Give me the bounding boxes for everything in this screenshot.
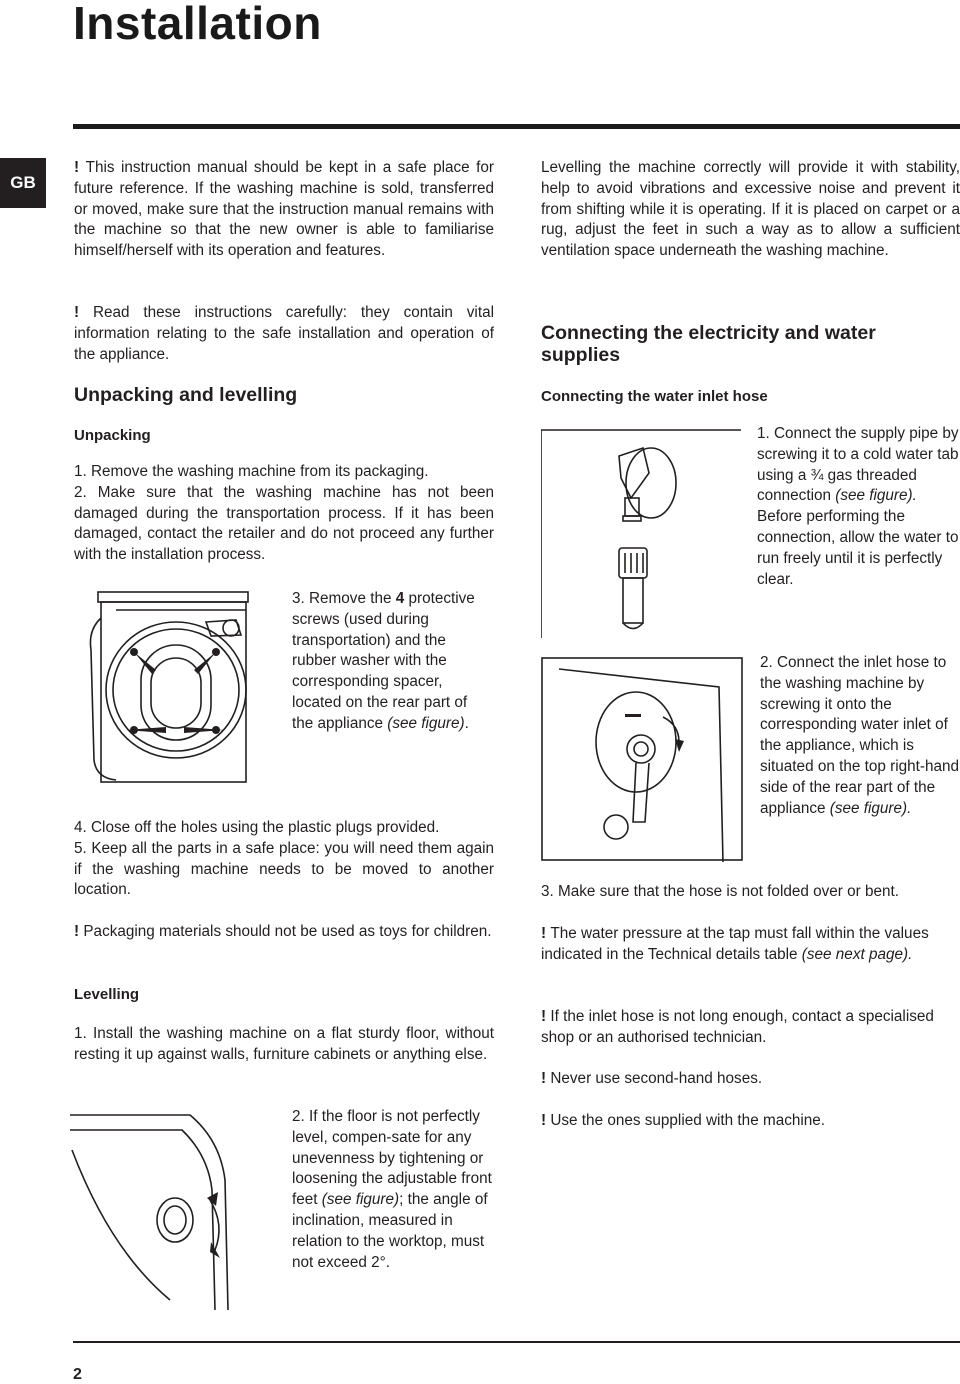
warning-mark: ! [541,925,551,942]
warning-second-hand: ! Never use second-hand hoses. [541,1070,763,1087]
heading-levelling: Levelling [74,986,140,1003]
warning-mark: ! [74,923,84,940]
warning-mark: ! [541,1008,551,1025]
heading-unpacking: Unpacking [74,427,151,444]
levelling-step-2: 2. If the floor is not perfectly level, compen-sate for any unevenness by tightening or loosening the adjustable front feet (see figure); the angle of inclination, measured in relation to the worktop, must not exceed 2°. [292,1108,492,1271]
tap-connection-figure [541,428,741,638]
header-rule [73,124,960,129]
rear-screws-figure [86,590,276,785]
intro-paragraph-1: ! This instruction manual should be kept in a safe place for future reference. If the washing machine is sold, transferred or moved, make sure that the instruction manual remains with the machine so that the new owner is able to familiarise himself/herself with its operation and features. [74,159,494,260]
warning-mark: ! [541,1112,551,1129]
levelling-step-1: 1. Install the washing machine on a flat sturdy floor, without resting it up against walls, furniture cabinets or anything else. [74,1025,494,1063]
levelling-paragraph: Levelling the machine correctly will provide it with stability, help to avoid vibrations and excessive noise and prevent it from shifting while it is operating. If it is placed on carpet or a rug, adjust the feet in such a way as to allow a sufficient ventilation space underneath the washing machine. [541,159,960,260]
warning-mark: ! [74,304,93,321]
heading-unpacking-levelling: Unpacking and levelling [74,384,298,406]
inlet-step-2: 2. Connect the inlet hose to the washing machine by screwing it onto the corresponding water inlet of the appliance, which is situated on the top right-hand side of the rear part of the appliance (see figure). [760,654,960,817]
appliance-inlet-figure [541,657,744,862]
warning-mark: ! [74,159,86,176]
unpacking-step-3: 3. Remove the 4 protective screws (used during transportation) and the rubber washer with the corresponding spacer, located on the rear part of the appliance (see figure). [292,590,475,732]
language-tab: GB [0,158,46,208]
inlet-step-1: 1. Connect the supply pipe by screwing it to a cold water tab using a ¾ gas threaded connection (see figure). Before performing the connection, allow the water to run freely until it is perfectly clear. [757,425,959,588]
inlet-step-3: 3. Make sure that the hose is not folded over or bent. [541,883,899,900]
adjustable-feet-figure [70,1110,275,1310]
unpacking-steps-1-2: 1. Remove the washing machine from its packaging. 2. Make sure that the washing machine has not been damaged during the transportation process. If it has been damaged, contact the retailer and do not proceed any further with the installation process. [74,463,494,564]
warning-use-supplied: ! Use the ones supplied with the machine. [541,1112,826,1129]
warning-hose-length: ! If the inlet hose is not long enough, contact a specialised shop or an authorised technician. [541,1008,934,1046]
warning-pressure: ! The water pressure at the tap must fall within the values indicated in the Technical details table (see next page). [541,925,929,963]
intro-paragraph-2: ! Read these instructions carefully: they contain vital information relating to the safe installation and operation of the appliance. [74,304,494,363]
page-title: Installation [73,0,322,49]
heading-inlet-hose: Connecting the water inlet hose [541,388,768,405]
footer-rule [73,1341,960,1343]
packaging-warning: ! Packaging materials should not be used as toys for children. [74,923,492,940]
page-number: 2 [73,1366,82,1383]
warning-mark: ! [541,1070,551,1087]
heading-connecting-supplies: Connecting the electricity and water supplies [541,322,876,366]
unpacking-steps-4-5: 4. Close off the holes using the plastic plugs provided. 5. Keep all the parts in a safe place: you will need them again if the washing machine needs to be moved to another location. [74,819,494,899]
